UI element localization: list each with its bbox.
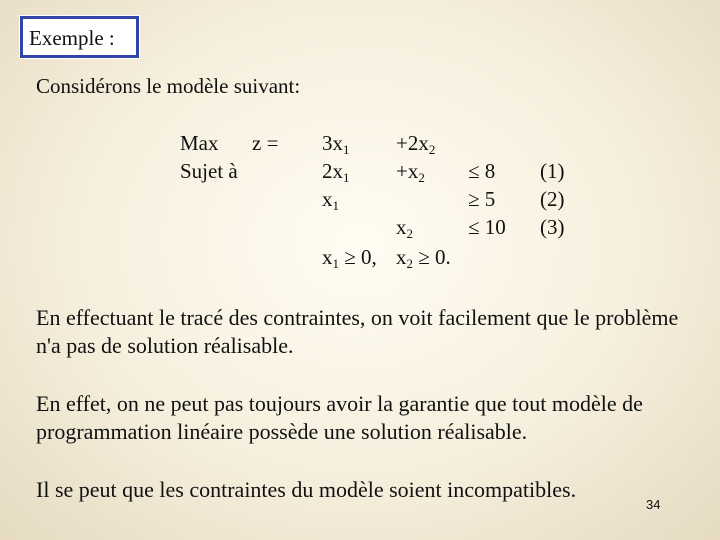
c2-term-1 [322, 187, 339, 212]
c1-term-2-coef: +x [396, 159, 419, 183]
c1-relation: ≤ 8 [468, 159, 496, 183]
nonneg-x2 [396, 245, 451, 270]
nonneg-x1-sub: 1 [332, 256, 339, 271]
nonneg-x1 [322, 245, 377, 270]
nonneg-x1-rest: ≥ 0, [339, 245, 377, 269]
nonneg-x2-var: x [396, 245, 407, 269]
z-label: z = [252, 131, 279, 155]
c1-number: (1) [540, 159, 565, 183]
nonneg-x2-rest: ≥ 0. [413, 245, 451, 269]
max-label: Max [180, 131, 219, 155]
nonneg-x2-sub: 2 [406, 256, 413, 271]
c2-term-1-coef: x [322, 187, 333, 211]
objective-term-2-coef: +2x [396, 131, 429, 155]
c3-number: (3) [540, 215, 565, 239]
paragraph-3: Il se peut que les contraintes du modèle soient incompatibles. [36, 477, 577, 502]
objective-term-1-sub: 1 [343, 142, 350, 157]
nonneg-x1-var: x [322, 245, 333, 269]
objective-term-1 [322, 131, 350, 156]
paragraph-2: En effet, on ne peut pas toujours avoir la garantie que tout modèle de programmation linéaire possède une solution réalisable. [36, 391, 643, 444]
c3-term-2-coef: x [396, 215, 407, 239]
objective-term-2 [396, 131, 435, 156]
objective-term-1-coef: 3x [322, 131, 343, 155]
c2-relation: ≥ 5 [468, 187, 496, 211]
page-number: 34 [646, 497, 661, 512]
c3-term-2 [396, 215, 413, 240]
objective-term-2-sub: 2 [428, 142, 436, 157]
c1-term-2-sub: 2 [418, 170, 425, 185]
paragraph-1: En effectuant le tracé des contraintes, on voit facilement que le problème n'a pas de solution réalisable. [36, 305, 679, 358]
c2-term-1-sub: 1 [332, 198, 339, 213]
intro-text: Considérons le modèle suivant: [36, 74, 301, 98]
c1-term-1-sub: 1 [343, 170, 350, 185]
c1-term-2 [396, 159, 425, 184]
c3-term-2-sub: 2 [406, 226, 413, 241]
title-box [20, 16, 139, 58]
subject-label: Sujet à [180, 159, 238, 183]
slide-title: Exemple : [29, 26, 115, 50]
c1-term-1 [322, 159, 350, 184]
c1-term-1-coef: 2x [322, 159, 343, 183]
c2-number: (2) [540, 187, 565, 211]
c3-relation: ≤ 10 [468, 215, 506, 239]
